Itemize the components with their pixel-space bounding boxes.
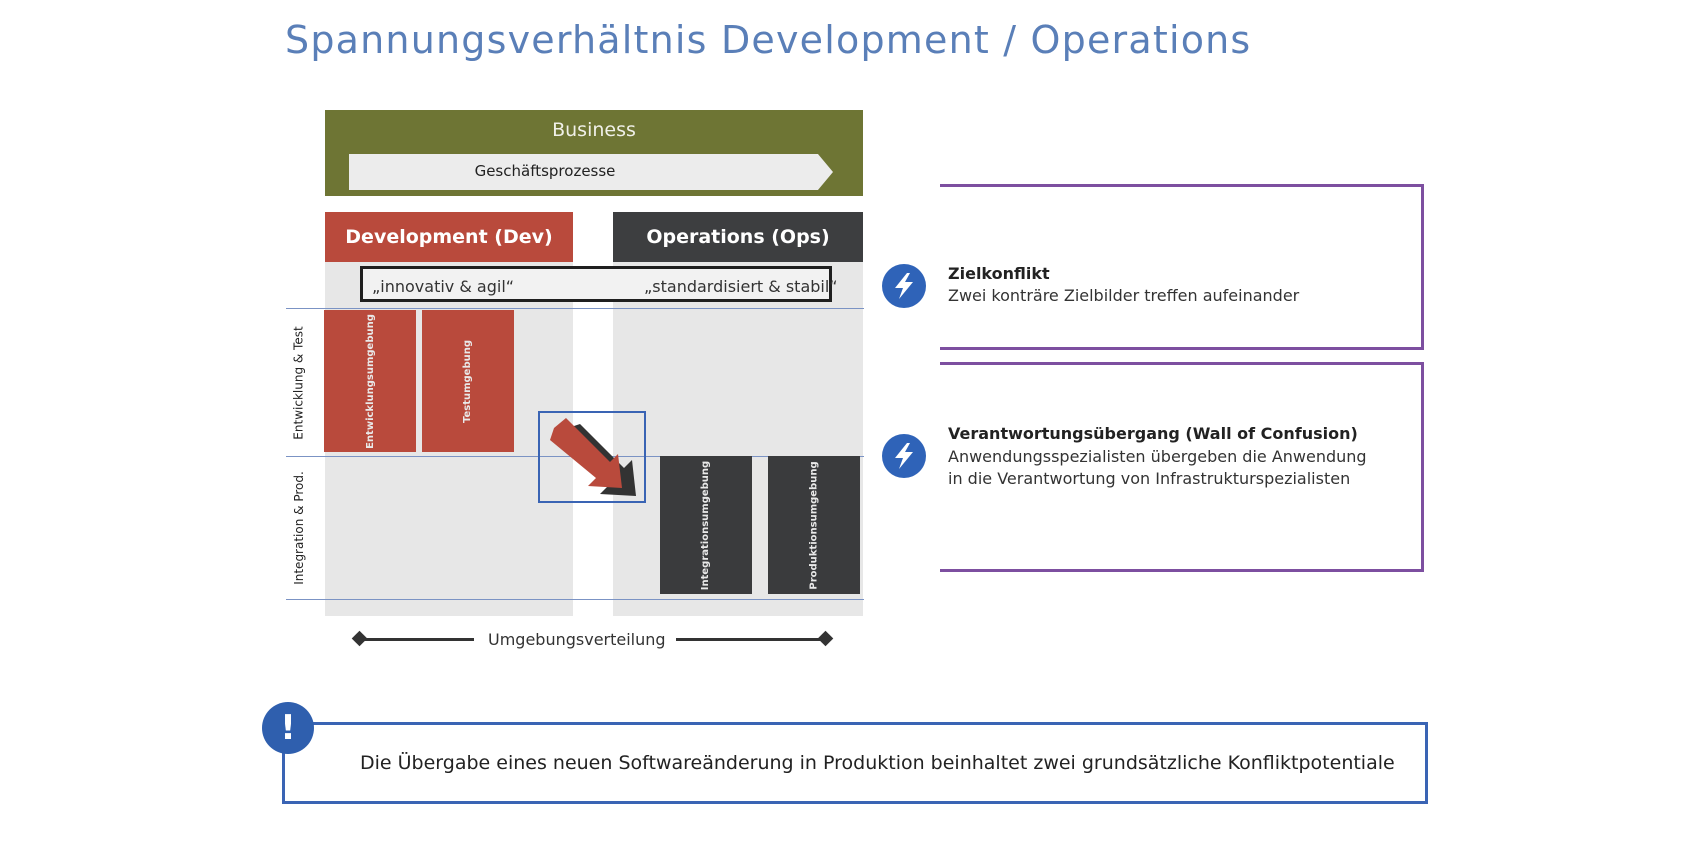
row-label-integration-prod: Integration & Prod. (292, 471, 307, 585)
note-text: Die Übergabe eines neuen Softwareänderung in Produktion beinhaltet zwei grundsätzliche Konfliktpotentiale (360, 752, 1395, 774)
business-band (325, 110, 863, 196)
page-title: Spannungsverhältnis Development / Operations (285, 18, 1252, 62)
dev-quote: „innovativ & agil“ (372, 277, 515, 296)
env-integration: Integrationsumgebung (660, 456, 752, 594)
exclamation-icon: ! (262, 702, 314, 754)
env-test: Testumgebung (422, 310, 514, 452)
lightning-icon (882, 264, 926, 308)
axis-line-right (676, 638, 824, 641)
ops-quote: „standardisiert & stabil“ (644, 277, 838, 296)
handover-arrow-icon (548, 418, 640, 498)
axis-label: Umgebungsverteilung (488, 630, 666, 649)
row-divider (286, 599, 864, 600)
point-text: Anwendungsspezialisten übergeben die Anwendung (948, 447, 1367, 466)
env-production: Produktionsumgebung (768, 456, 860, 594)
row-divider (286, 308, 864, 309)
point-title-zielkonflikt: Zielkonflikt (948, 264, 1050, 283)
process-label: Geschäftsprozesse (474, 162, 616, 180)
axis-end-marker (818, 631, 834, 647)
dev-header: Development (Dev) (325, 212, 573, 262)
point-title-wall-of-confusion: Verantwortungsübergang (Wall of Confusion) (948, 424, 1358, 443)
env-development: Entwicklungsumgebung (324, 310, 416, 452)
ops-header: Operations (Ops) (613, 212, 863, 262)
process-chevron (645, 154, 833, 190)
lightning-icon (882, 434, 926, 478)
row-label-dev-test: Entwicklung & Test (292, 326, 306, 440)
point-text: Zwei konträre Zielbilder treffen aufeinander (948, 286, 1300, 305)
point-text: in die Verantwortung von Infrastrukturspezialisten (948, 469, 1351, 488)
business-label: Business (552, 119, 636, 141)
axis-line-left (362, 638, 474, 641)
